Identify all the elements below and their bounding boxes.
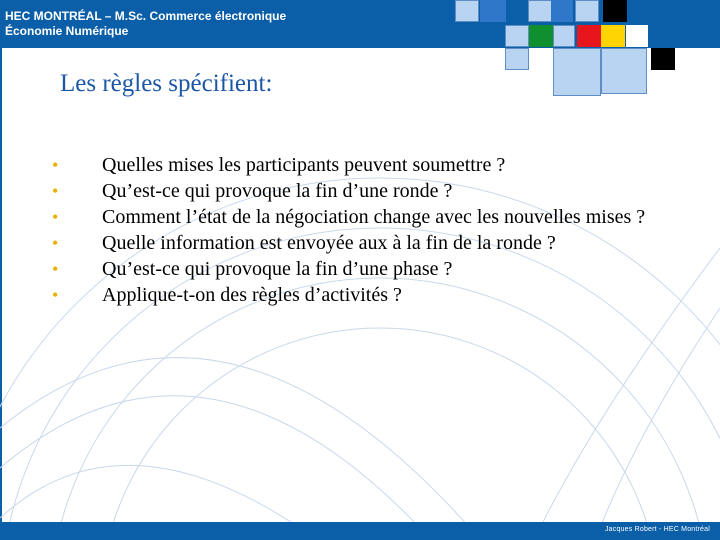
square-decor xyxy=(480,0,506,22)
bullet-item xyxy=(52,152,692,178)
square-decor xyxy=(603,0,627,22)
bullet-text: Qu’est-ce qui provoque la fin d’une ronde ? xyxy=(102,180,453,202)
bullet-item xyxy=(52,282,692,308)
square-decor xyxy=(626,25,648,47)
bullet-text: Quelles mises les participants peuvent soumettre ? xyxy=(102,154,506,176)
bullet-dot-icon: • xyxy=(52,259,59,279)
bullet-item xyxy=(52,256,692,282)
square-decor xyxy=(601,25,625,47)
bullet-dot-icon: • xyxy=(52,285,59,305)
bullet-dot-icon: • xyxy=(52,181,59,201)
bullet-dot-icon: • xyxy=(52,233,59,253)
bullet-dot-icon: • xyxy=(52,155,59,175)
slide-title: Les règles spécifient: xyxy=(60,70,273,97)
bullet-list xyxy=(52,152,692,308)
header-line-1: HEC MONTRÉAL – M.Sc. Commerce électronique xyxy=(5,9,287,23)
square-decor xyxy=(455,0,479,22)
square-decor xyxy=(575,0,599,22)
square-decor xyxy=(577,25,601,47)
square-decor xyxy=(528,0,552,22)
bullet-item xyxy=(52,230,692,256)
bullet-text: Comment l’état de la négociation change avec les nouvelles mises ? xyxy=(102,206,646,228)
bullet-item xyxy=(52,178,692,204)
square-decor xyxy=(505,25,529,47)
header-text xyxy=(5,9,286,39)
bullet-text: Applique-t-on des règles d’activités ? xyxy=(102,284,402,306)
header-line-2: Économie Numérique xyxy=(5,24,129,38)
bullet-text: Quelle information est envoyée aux à la fin de la ronde ? xyxy=(102,232,556,254)
square-decor xyxy=(529,25,553,47)
footer-text: Jacques Robert - HEC Montréal xyxy=(604,526,710,533)
bullet-dot-icon: • xyxy=(52,207,59,227)
square-decor xyxy=(551,0,573,22)
bullet-text: Qu’est-ce qui provoque la fin d’une phase ? xyxy=(102,258,453,280)
bullet-item xyxy=(52,204,692,230)
square-decor xyxy=(553,25,575,47)
